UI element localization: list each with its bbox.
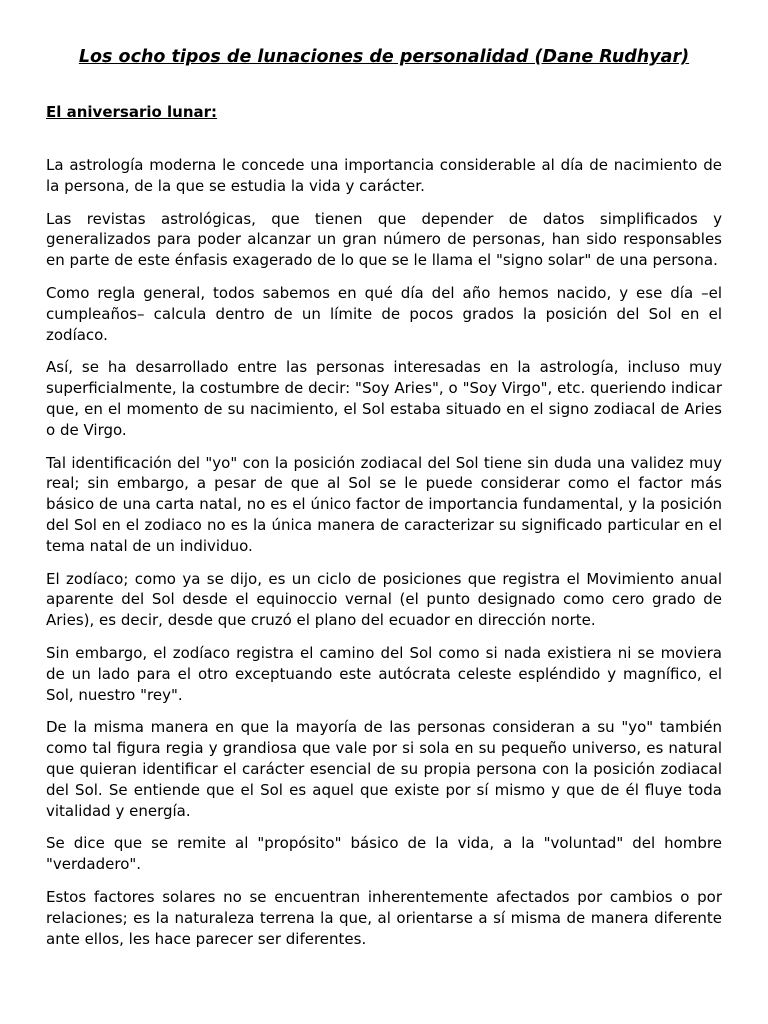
- paragraph-5: Tal identificación del "yo" con la posición zodiacal del Sol tiene sin duda una validez muy real; sin embargo, a pesar de que al Sol se le puede considerar como el factor más básico de una carta natal, no es el único factor de importancia fundamental, y la posición del Sol en el zodiaco no es la única manera de caracterizar su significado particular en el tema natal de un individuo.: [46, 453, 722, 555]
- paragraph-7: Sin embargo, el zodíaco registra el camino del Sol como si nada existiera ni se moviera de un lado para el otro exceptuando este autócrata celeste espléndido y magnífico, el Sol, nuestro "rey".: [46, 643, 722, 704]
- paragraph-3: Como regla general, todos sabemos en qué día del año hemos nacido, y ese día –el cumpleaños– calcula dentro de un límite de pocos grados la posición del Sol en el zodíaco.: [46, 283, 722, 344]
- paragraph-1: La astrología moderna le concede una importancia considerable al día de nacimiento de la persona, de la que se estudia la vida y carácter.: [46, 156, 722, 195]
- document-body: [46, 155, 722, 949]
- paragraph-2: Las revistas astrológicas, que tienen que depender de datos simplificados y generalizados para poder alcanzar un gran número de personas, han sido responsables en parte de este énfasis exagerado de lo que se le llama el "signo solar" de una persona.: [46, 209, 722, 270]
- paragraph-9: Se dice que se remite al "propósito" básico de la vida, a la "voluntad" del hombre "verdadero".: [46, 834, 722, 874]
- paragraph-6: El zodíaco; como ya se dijo, es un ciclo de posiciones que registra el Movimiento anual aparente del Sol desde el equinoccio vernal (el punto designado como cero grado de Aries), es decir, desde que cruzó el plano del ecuador en dirección norte.: [46, 569, 722, 630]
- paragraph-8: De la misma manera en que la mayoría de las personas consideran a su "yo" también como tal figura regia y grandiosa que vale por si sola en su pequeño universo, es natural que quieran identificar el carácter esencial de su propia persona con la posición zodiacal del Sol. Se entiende que el Sol es aquel que existe por sí mismo y que de él fluye toda vitalidad y energía.: [46, 718, 722, 820]
- paragraph-4: Así, se ha desarrollado entre las personas interesadas en la astrología, incluso muy superficialmente, la costumbre de decir: "Soy Aries", o "Soy Virgo", etc. queriendo indicar que, en el momento de su nacimiento, el Sol estaba situado en el signo zodiacal de Aries o de Virgo.: [46, 358, 722, 439]
- section-heading: El aniversario lunar:: [46, 103, 218, 121]
- document-title: Los ocho tipos de lunaciones de personalidad (Dane Rudhyar): [78, 47, 690, 67]
- paragraph-10: Estos factores solares no se encuentran inherentemente afectados por cambios o por relaciones; es la naturaleza terrena la que, al orientarse a sí misma de manera diferente ante ellos, les hace parecer ser diferentes.: [46, 887, 722, 948]
